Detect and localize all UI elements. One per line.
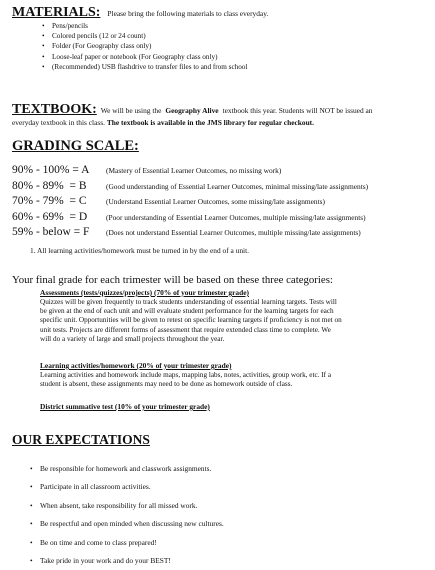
grade-range: 90% - 100% = A — [12, 164, 90, 176]
materials-item: • Colored pencils (12 or 24 count) — [52, 31, 247, 41]
textbook-line2-a: everyday textbook in this class. — [12, 118, 105, 127]
grade-desc: (Does not understand Essential Learner Outcomes, multiple missing/late assignments) — [106, 228, 361, 237]
textbook-heading: TEXTBOOK: — [12, 102, 97, 117]
grade-range: 59% - below = F — [12, 226, 90, 238]
textbook-text-a: We will be using the — [100, 106, 162, 115]
district-title: District summative test (10% of your trimester grade) — [40, 402, 210, 411]
grade-row-d — [12, 211, 366, 223]
grading-heading: GRADING SCALE: — [12, 138, 139, 154]
expectation-item: • Be on time and come to class prepared! — [40, 534, 224, 552]
materials-item: • Pens/pencils — [52, 21, 247, 31]
learning-line: student is absent, these assignments may need to be done as homework outside of class. — [40, 380, 293, 389]
textbook-line2-b: The textbook is available in the JMS library for regular checkout. — [106, 118, 314, 127]
final-heading: Your final grade for each trimester will be based on these three categories: — [12, 274, 333, 286]
grade-row-c — [12, 195, 325, 207]
learning-line: Learning activities and homework include maps, mapping labs, notes, activities, group work, etc. If a — [40, 371, 332, 379]
textbook-title: Geography Alive — [165, 106, 219, 115]
materials-list — [52, 21, 247, 72]
assessments-body — [40, 298, 430, 344]
textbook-section — [12, 100, 372, 118]
grade-desc: (Poor understanding of Essential Learner Outcomes, multiple missing/late assignments) — [106, 213, 366, 222]
materials-section — [12, 3, 268, 21]
materials-intro: Please bring the following materials to class everyday. — [107, 9, 269, 18]
materials-item: • (Recommended) USB flashdrive to transfer files to and from school — [52, 62, 247, 72]
materials-heading: MATERIALS: — [12, 5, 101, 20]
grade-desc: (Mastery of Essential Learner Outcomes, no missing work) — [106, 166, 282, 175]
textbook-text-b: textbook this year. Students will NOT be issued an — [222, 106, 373, 115]
expectations-heading: OUR EXPECTATIONS — [12, 432, 150, 447]
materials-item: • Folder (For Geography class only) — [52, 41, 247, 51]
grade-desc: (Good understanding of Essential Learner Outcomes, minimal missing/late assignments) — [106, 182, 369, 191]
materials-item: • Loose-leaf paper or notebook (For Geography class only) — [52, 52, 247, 62]
learning-body — [40, 371, 430, 389]
assessments-line: will do a variety of large and small projects throughout the year. — [40, 334, 225, 343]
grade-row-b — [12, 180, 368, 192]
assessments-line: specific unit. Opportunities will be given to retest on specific learning targets if proficiency is not met on — [40, 316, 342, 325]
expectation-item: • When absent, take responsibility for all missed work. — [40, 497, 224, 515]
assessments-title: Assessments (tests/quizzes/projects) (70% of your trimester grade) — [40, 288, 249, 297]
grade-desc: (Understand Essential Learner Outcomes, some missing/late assignments) — [106, 197, 325, 206]
assessments-line: be given at the end of each unit and will evaluate student performance for the learning targets for each — [40, 307, 334, 316]
grading-note: 1. All learning activities/homework must be turned in by the end of a unit. — [30, 246, 250, 255]
grade-row-a — [12, 164, 281, 176]
assessments-line: Quizzes will be given frequently to track students understanding of essential learning targets. Tests will — [40, 298, 337, 306]
grade-range: 80% - 89% = B — [12, 180, 87, 192]
learning-title: Learning activities/homework (20% of your trimester grade) — [40, 361, 232, 370]
assessments-line: unit tests. Projects are different forms of assessment that require extended class time to complete. We — [40, 325, 331, 334]
grade-range: 70% - 79% = C — [12, 195, 87, 207]
expectation-item: • Participate in all classroom activities. — [40, 478, 224, 496]
expectation-item: • Be respectful and open minded when discussing new cultures. — [40, 515, 224, 533]
grade-range: 60% - 69% = D — [12, 211, 88, 223]
expectation-item: • Take pride in your work and do your BEST! — [40, 552, 224, 570]
textbook-line2 — [12, 119, 314, 126]
grade-row-f — [12, 226, 361, 238]
expectation-item: • Be responsible for homework and classwork assignments. — [40, 460, 224, 478]
expectations-list — [40, 460, 224, 570]
